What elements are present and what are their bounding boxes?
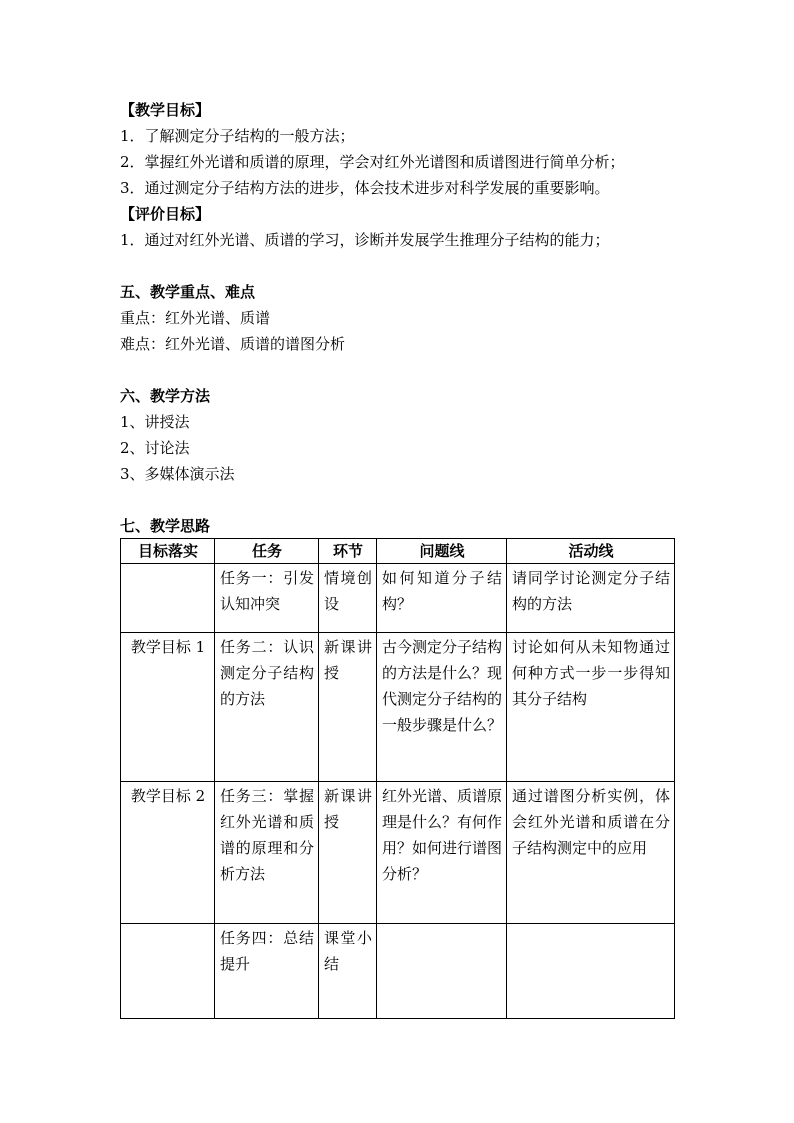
cell-task: 任务二：认识测定分子结构的方法	[215, 633, 319, 782]
table-row	[121, 782, 675, 924]
cell-goal	[121, 924, 215, 1019]
difficulty-point: 难点：红外光谱、质谱的谱图分析	[120, 335, 346, 353]
cell-task: 任务三：掌握红外光谱和质谱的原理和分析方法	[215, 782, 319, 924]
objective-item-3: 3．通过测定分子结构方法的进步，体会技术进步对科学发展的重要影响。	[120, 179, 610, 197]
cell-goal: 教学目标 2	[121, 782, 215, 924]
cell-activity: 通过谱图分析实例，体会红外光谱和质谱在分子结构测定中的应用	[507, 782, 675, 924]
cell-stage: 新课讲授	[319, 782, 377, 924]
objectives-heading: 【教学目标】	[120, 101, 211, 119]
section7-heading: 七、教学思路	[120, 517, 211, 535]
key-point: 重点：红外光谱、质谱	[120, 309, 271, 327]
cell-stage: 课堂小结	[319, 924, 377, 1019]
cell-activity	[507, 924, 675, 1019]
method-item-1: 1、讲授法	[120, 413, 190, 431]
cell-activity: 讨论如何从未知物通过何种方式一步一步得知其分子结构	[507, 633, 675, 782]
evaluation-heading: 【评价目标】	[120, 205, 211, 223]
table-row	[121, 564, 675, 633]
objective-item-2: 2．掌握红外光谱和质谱的原理，学会对红外光谱图和质谱图进行简单分析；	[120, 153, 625, 171]
cell-question: 古今测定分子结构的方法是什么？现代测定分子结构的一般步骤是什么？	[377, 633, 507, 782]
table-row	[121, 924, 675, 1019]
header-stage: 环节	[319, 539, 377, 564]
cell-question: 红外光谱、质谱原理是什么？有何作用？如何进行谱图分析？	[377, 782, 507, 924]
cell-goal: 教学目标 1	[121, 633, 215, 782]
cell-task: 任务一：引发认知冲突	[215, 564, 319, 633]
method-item-2: 2、讨论法	[120, 439, 190, 457]
cell-activity: 请同学讨论测定分子结构的方法	[507, 564, 675, 633]
method-item-3: 3、多媒体演示法	[120, 465, 235, 483]
cell-question	[377, 924, 507, 1019]
teaching-plan-table	[120, 538, 675, 1019]
cell-task: 任务四：总结提升	[215, 924, 319, 1019]
evaluation-item-1: 1．通过对红外光谱、质谱的学习，诊断并发展学生推理分子结构的能力；	[120, 231, 610, 249]
section5-heading: 五、教学重点、难点	[120, 283, 256, 301]
objective-item-1: 1．了解测定分子结构的一般方法；	[120, 127, 355, 145]
table-header-row	[121, 539, 675, 564]
cell-question: 如何知道分子结构？	[377, 564, 507, 633]
cell-goal	[121, 564, 215, 633]
header-activity-line: 活动线	[507, 539, 675, 564]
header-question-line: 问题线	[377, 539, 507, 564]
cell-stage: 新课讲授	[319, 633, 377, 782]
table-row	[121, 633, 675, 782]
header-goal: 目标落实	[121, 539, 215, 564]
cell-stage: 情境创设	[319, 564, 377, 633]
section6-heading: 六、教学方法	[120, 387, 211, 405]
header-task: 任务	[215, 539, 319, 564]
